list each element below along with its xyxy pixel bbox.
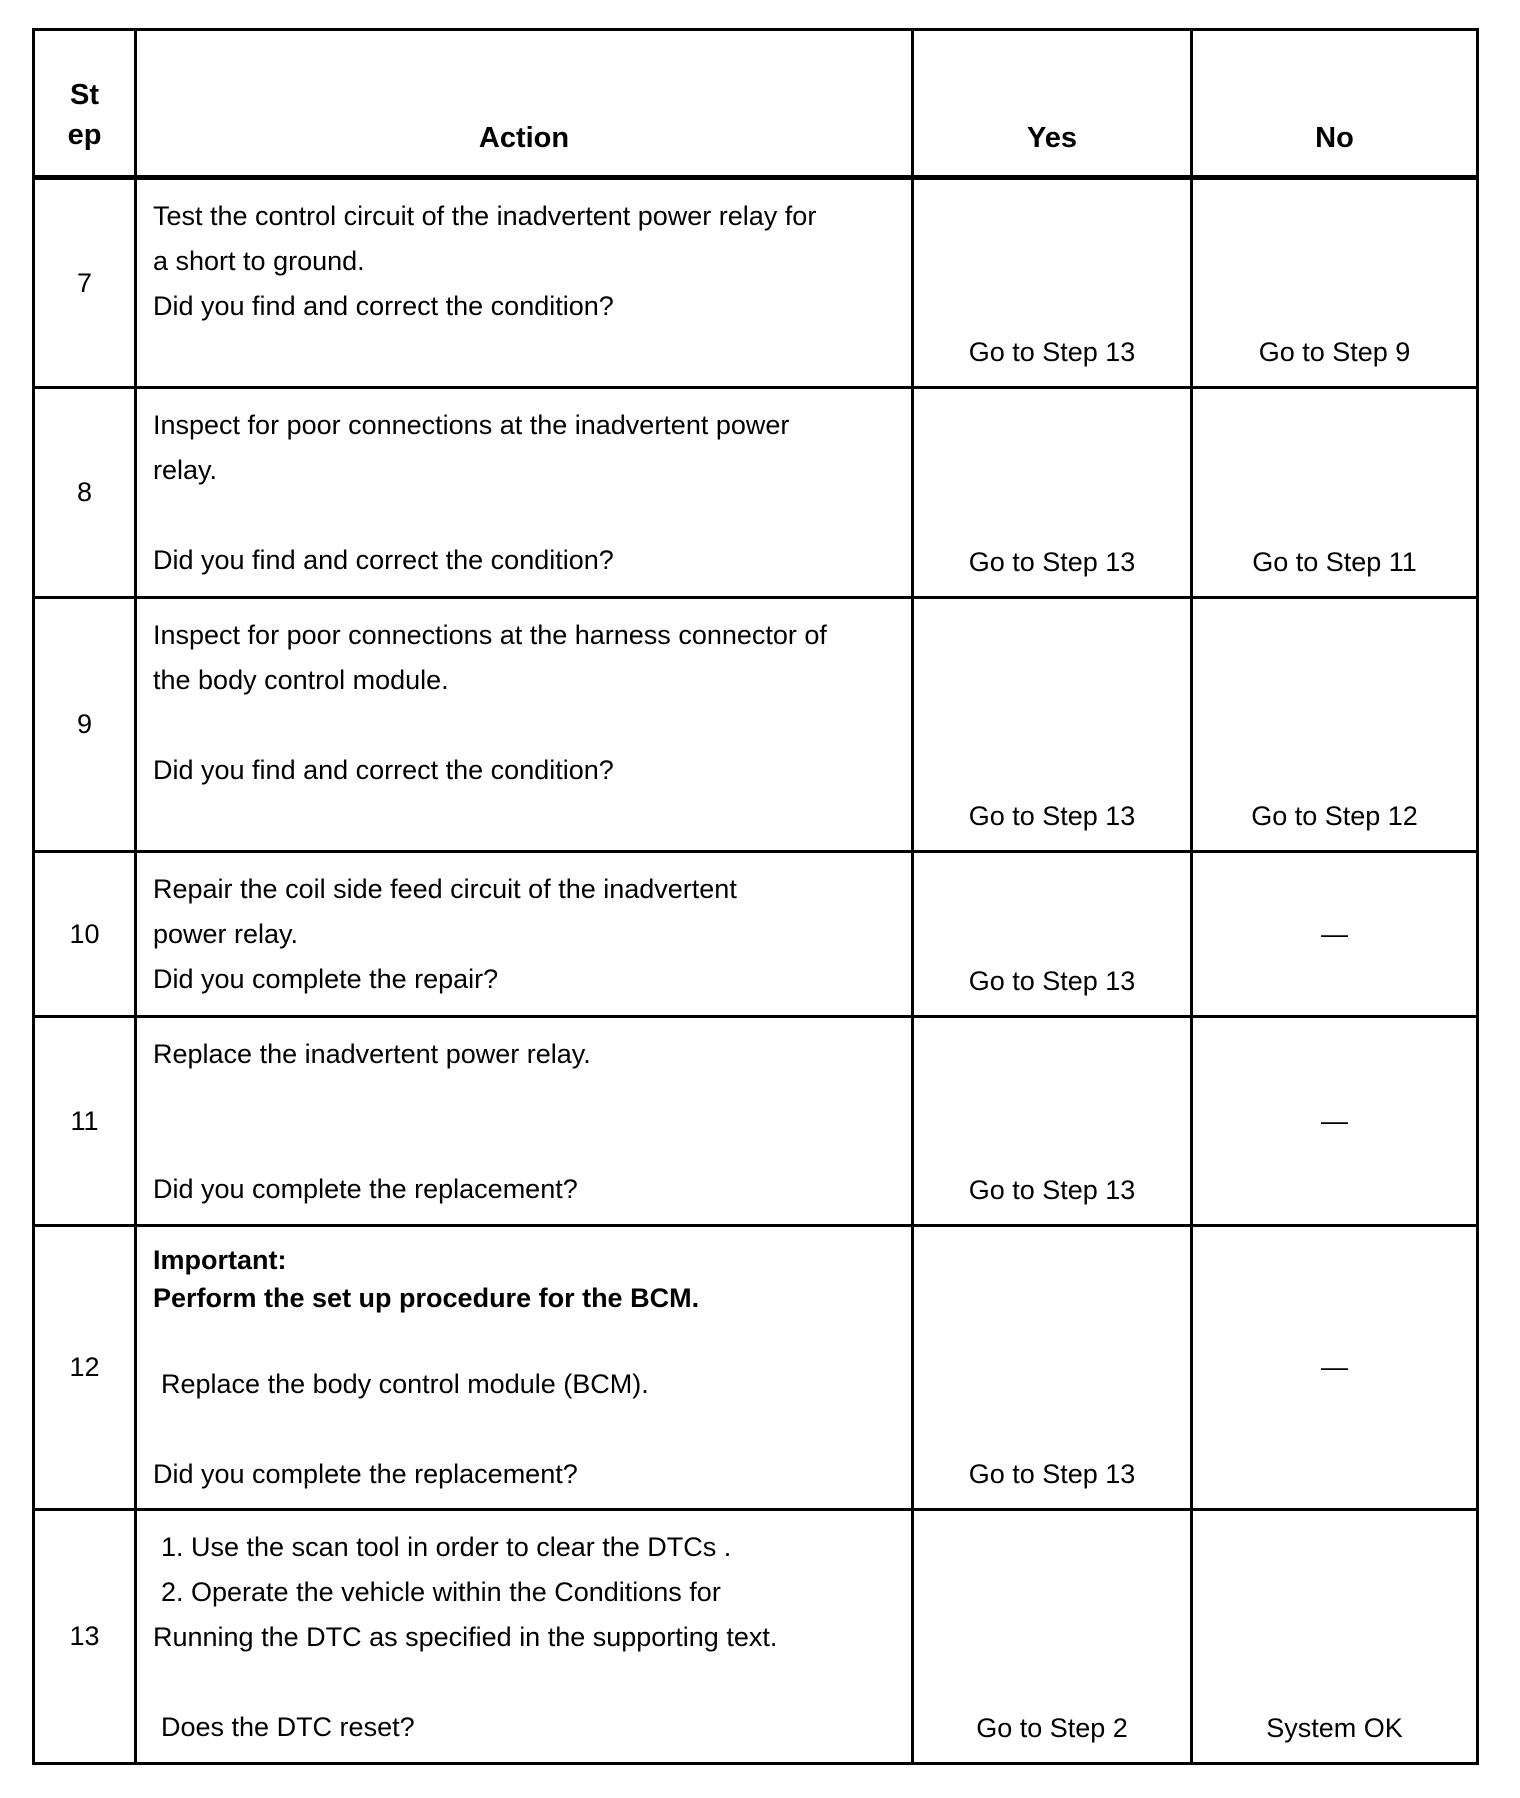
action-header: Action bbox=[136, 30, 913, 178]
step-number: 11 bbox=[34, 1017, 136, 1226]
action-line: Replace the body control module (BCM). bbox=[161, 1369, 649, 1399]
no-cell: System OK bbox=[1192, 1510, 1478, 1764]
step-header-line2: ep bbox=[67, 119, 102, 151]
action-question: Did you find and correct the condition? bbox=[153, 755, 614, 785]
action-line: a short to ground. bbox=[153, 246, 365, 276]
no-cell-dash: — bbox=[1192, 1226, 1478, 1510]
action-cell bbox=[136, 178, 913, 388]
step-header-line1: St bbox=[70, 79, 99, 111]
action-line: Running the DTC as specified in the supporting text. bbox=[153, 1622, 778, 1652]
no-cell: Go to Step 12 bbox=[1192, 598, 1478, 852]
action-cell bbox=[136, 388, 913, 598]
action-cell bbox=[136, 1017, 913, 1226]
no-cell: Go to Step 11 bbox=[1192, 388, 1478, 598]
yes-cell: Go to Step 2 bbox=[913, 1510, 1192, 1764]
table-row bbox=[34, 1510, 1478, 1764]
table-row bbox=[34, 598, 1478, 852]
table-row bbox=[34, 388, 1478, 598]
action-question: Did you find and correct the condition? bbox=[153, 291, 614, 321]
important-label: Important: bbox=[153, 1245, 287, 1275]
yes-cell: Go to Step 13 bbox=[913, 178, 1192, 388]
action-question: Did you complete the replacement? bbox=[153, 1174, 578, 1204]
action-line: 1. Use the scan tool in order to clear the DTCs . bbox=[161, 1532, 732, 1562]
table-row bbox=[34, 1017, 1478, 1226]
action-line: Inspect for poor connections at the harness connector of bbox=[153, 620, 827, 650]
action-line: Inspect for poor connections at the inadvertent power bbox=[153, 410, 790, 440]
step-number: 10 bbox=[34, 852, 136, 1017]
no-header: No bbox=[1192, 30, 1478, 178]
step-number: 12 bbox=[34, 1226, 136, 1510]
step-header bbox=[34, 30, 136, 178]
step-number: 9 bbox=[34, 598, 136, 852]
action-question: Did you find and correct the condition? bbox=[153, 545, 614, 575]
step-number: 8 bbox=[34, 388, 136, 598]
action-line: the body control module. bbox=[153, 665, 449, 695]
action-cell bbox=[136, 852, 913, 1017]
yes-cell: Go to Step 13 bbox=[913, 598, 1192, 852]
action-cell bbox=[136, 598, 913, 852]
table-row bbox=[34, 1226, 1478, 1510]
yes-cell: Go to Step 13 bbox=[913, 1226, 1192, 1510]
diagnostic-table bbox=[32, 28, 1479, 1765]
no-cell-dash: — bbox=[1192, 1017, 1478, 1226]
action-line: 2. Operate the vehicle within the Conditions for bbox=[161, 1577, 721, 1607]
yes-cell: Go to Step 13 bbox=[913, 1017, 1192, 1226]
yes-cell: Go to Step 13 bbox=[913, 388, 1192, 598]
step-number: 13 bbox=[34, 1510, 136, 1764]
action-cell bbox=[136, 1226, 913, 1510]
table-row bbox=[34, 852, 1478, 1017]
action-line: Test the control circuit of the inadvertent power relay for bbox=[153, 201, 817, 231]
step-number: 7 bbox=[34, 178, 136, 388]
action-line: relay. bbox=[153, 455, 218, 485]
action-line: power relay. bbox=[153, 919, 299, 949]
no-cell-dash: — bbox=[1192, 852, 1478, 1017]
no-cell: Go to Step 9 bbox=[1192, 178, 1478, 388]
action-cell bbox=[136, 1510, 913, 1764]
action-line: Replace the inadvertent power relay. bbox=[153, 1039, 591, 1069]
action-question: Did you complete the repair? bbox=[153, 964, 499, 994]
table-row bbox=[34, 178, 1478, 388]
header-row bbox=[34, 30, 1478, 178]
action-question: Did you complete the replacement? bbox=[153, 1459, 578, 1489]
important-text: Perform the set up procedure for the BCM. bbox=[153, 1283, 700, 1313]
yes-header: Yes bbox=[913, 30, 1192, 178]
action-question: Does the DTC reset? bbox=[161, 1712, 415, 1742]
action-line: Repair the coil side feed circuit of the inadvertent bbox=[153, 874, 737, 904]
yes-cell: Go to Step 13 bbox=[913, 852, 1192, 1017]
